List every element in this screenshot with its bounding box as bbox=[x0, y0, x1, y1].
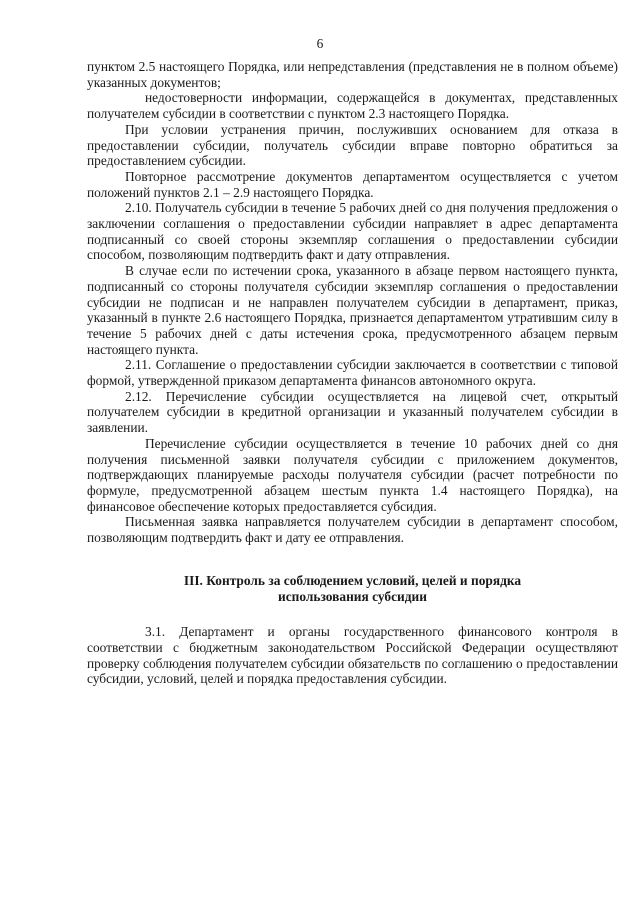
paragraph: пунктом 2.5 настоящего Порядка, или непредставления (представления не в полном объеме) указанных документов; bbox=[87, 59, 618, 90]
paragraph: 2.11. Соглашение о предоставлении субсидии заключается в соответствии с типовой формой, утвержденной приказом департамента финансов автономного округа. bbox=[87, 357, 618, 389]
paragraph: Письменная заявка направляется получателем субсидии в департамент способом, позволяющим подтвердить факт и дату ее отправления. bbox=[87, 514, 618, 546]
paragraph: 2.10. Получатель субсидии в течение 5 рабочих дней со дня получения предложения о заключении соглашения о предоставлении субсидии направляет в адрес департамента подписанный со своей стороны экземпляр соглашения о предоставлении субсидии способом, позволяющим подтвердить факт и дату отправления. bbox=[87, 200, 618, 263]
document-body bbox=[87, 59, 618, 687]
paragraph: 3.1. Департамент и органы государственного финансового контроля в соответствии с бюджетным законодательством Российской Федерации осуществляют проверку соблюдения получателем субсидии обязательств по соглашению о предоставлении субсидии, условий, целей и порядка предоставления субсидии. bbox=[87, 624, 618, 687]
section-heading-line: III. Контроль за соблюдением условий, целей и порядка bbox=[183, 572, 522, 588]
spacer bbox=[87, 604, 618, 624]
paragraph: При условии устранения причин, послуживших основанием для отказа в предоставлении субсидии, получатель субсидии вправе повторно обратиться за предоставлением субсидии. bbox=[87, 121, 618, 169]
paragraph: В случае если по истечении срока, указанного в абзаце первом настоящего пункта, подписанный со стороны получателя субсидии экземпляр соглашения о предоставлении субсидии не подписан и не направлен получателем субсидии в департамент, приказ, указанный в пункте 2.6 настоящего Порядка, признается департаментом утратившим силу в течение 5 рабочих дней с даты истечения срока, предусмотренного абзацем первым настоящего пункта. bbox=[87, 263, 618, 357]
section-heading bbox=[87, 573, 618, 604]
paragraph: Повторное рассмотрение документов департаментом осуществляется с учетом положений пунктов 2.1 – 2.9 настоящего Порядка. bbox=[87, 168, 618, 200]
paragraph: недостоверности информации, содержащейся в документах, представленных получателем субсидии в соответствии с пунктом 2.3 настоящего Порядка. bbox=[87, 90, 618, 122]
paragraph: Перечисление субсидии осуществляется в течение 10 рабочих дней со дня получения письменной заявки получателя субсидии с приложением документов, подтверждающих планируемые расходы получателя субсидии (расчет потребности по формуле, предусмотренной абзацем шестым пункта 1.4 настоящего Порядка), на финансовое обеспечение которых предоставляется субсидия. bbox=[87, 435, 618, 514]
spacer bbox=[87, 546, 618, 573]
page-number: 6 bbox=[316, 36, 324, 51]
section-heading-line: использования субсидии bbox=[278, 588, 427, 604]
paragraph: 2.12. Перечисление субсидии осуществляется на лицевой счет, открытый получателем субсидии в кредитной организации и указанный получателем субсидии в заявлении. bbox=[87, 388, 618, 436]
